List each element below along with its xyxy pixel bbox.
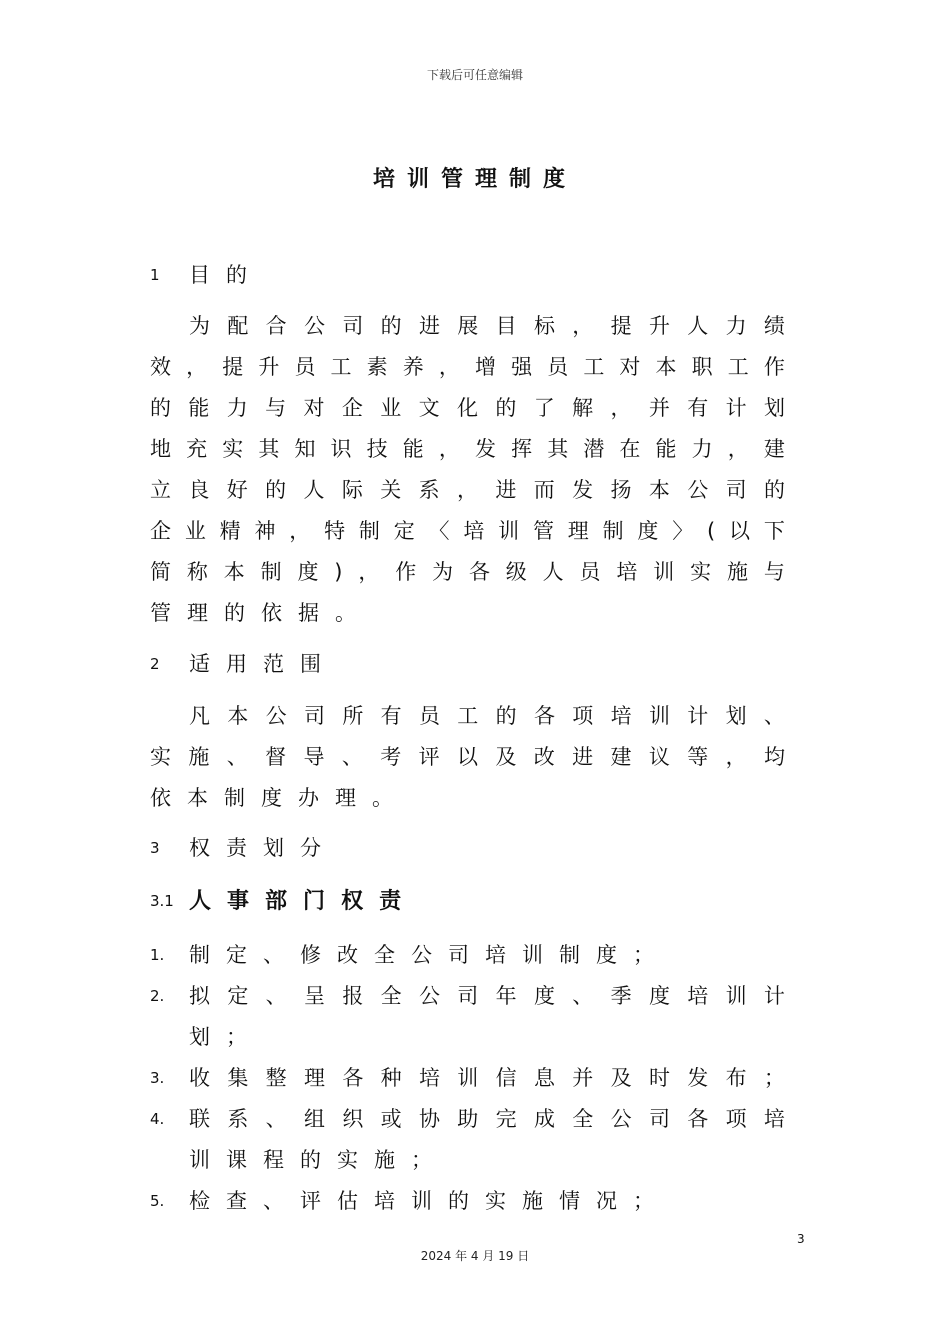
list-item — [0, 1099, 950, 1140]
list-item — [0, 1017, 950, 1058]
paragraph-text: 依 本 制 度 办 理 。 — [150, 786, 393, 810]
paragraph-text: 效 ， 提 升 员 工 素 养 ， 增 强 员 工 对 本 职 工 作 — [150, 355, 785, 379]
list-item — [0, 1140, 950, 1181]
paragraph-text: 的 能 力 与 对 企 业 文 化 的 了 解 ， 并 有 计 划 — [150, 396, 785, 420]
paragraph-line — [0, 552, 950, 593]
paragraph-line — [0, 470, 950, 511]
footer-date: 2024 年 4 月 19 日 — [420, 1249, 530, 1263]
item-number: 3.1 — [150, 892, 174, 910]
header-note: 下载后可任意编辑 — [426, 68, 523, 82]
subsection-heading — [0, 881, 950, 922]
item-number: 3 — [150, 839, 160, 857]
list-item-text: 划 ； — [189, 1025, 247, 1049]
item-number: 1 — [150, 266, 160, 284]
item-number: 3. — [150, 1069, 165, 1087]
item-number: 4. — [150, 1110, 165, 1128]
item-number: 1. — [150, 946, 165, 964]
paragraph-line — [0, 388, 950, 429]
list-item-text: 训 课 程 的 实 施 ； — [189, 1148, 432, 1172]
paragraph-text: 简 称 本 制 度 ) ， 作 为 各 级 人 员 培 训 实 施 与 — [150, 560, 785, 584]
list-item-text: 收 集 整 理 各 种 培 训 信 息 并 及 时 发 布 ； — [189, 1066, 785, 1090]
section-title: 适 用 范 围 — [189, 652, 321, 676]
list-item — [0, 1181, 950, 1222]
list-item-text: 联 系 、 组 织 或 协 助 完 成 全 公 司 各 项 培 — [189, 1107, 785, 1131]
paragraph-text: 立 良 好 的 人 际 关 系 ， 进 而 发 扬 本 公 司 的 — [150, 478, 785, 502]
item-number: 2. — [150, 987, 165, 1005]
section-title: 目 的 — [189, 263, 247, 287]
section-heading-3 — [0, 828, 950, 869]
list-item-text: 检 查 、 评 估 培 训 的 实 施 情 况 ； — [189, 1189, 654, 1213]
item-number: 2 — [150, 655, 160, 673]
paragraph-line — [0, 737, 950, 778]
paragraph-line — [0, 306, 950, 347]
list-item-text: 制 定 、 修 改 全 公 司 培 训 制 度 ； — [189, 943, 654, 967]
paragraph-text: 企 业 精 神 ， 特 制 定 〈 培 训 管 理 制 度 〉 ( 以 下 — [150, 519, 785, 543]
paragraph-line — [0, 511, 950, 552]
list-item — [0, 1058, 950, 1099]
document-title: 培训管理制度 — [372, 167, 577, 192]
paragraph-text: 地 充 实 其 知 识 技 能 ， 发 挥 其 潜 在 能 力 ， 建 — [150, 437, 785, 461]
paragraph-line — [0, 696, 950, 737]
subsection-title: 人 事 部 门 权 责 — [189, 889, 402, 914]
paragraph-line — [0, 429, 950, 470]
paragraph-text: 为 配 合 公 司 的 进 展 目 标 ， 提 升 人 力 绩 — [189, 314, 785, 338]
section-heading-1 — [0, 255, 950, 296]
list-item — [0, 976, 950, 1017]
paragraph-line — [0, 778, 950, 819]
list-item-text: 拟 定 、 呈 报 全 公 司 年 度 、 季 度 培 训 计 — [189, 984, 785, 1008]
item-number: 5. — [150, 1192, 165, 1210]
section-heading-2 — [0, 644, 950, 685]
paragraph-text: 凡 本 公 司 所 有 员 工 的 各 项 培 训 计 划 、 — [189, 704, 785, 728]
list-item — [0, 935, 950, 976]
paragraph-line — [0, 593, 950, 634]
paragraph-line — [0, 347, 950, 388]
paragraph-text: 实 施 、 督 导 、 考 评 以 及 改 进 建 议 等 ， 均 — [150, 745, 785, 769]
paragraph-text: 管 理 的 依 据 。 — [150, 601, 356, 625]
section-title: 权 责 划 分 — [189, 836, 321, 860]
page-number: 3 — [797, 1232, 805, 1246]
